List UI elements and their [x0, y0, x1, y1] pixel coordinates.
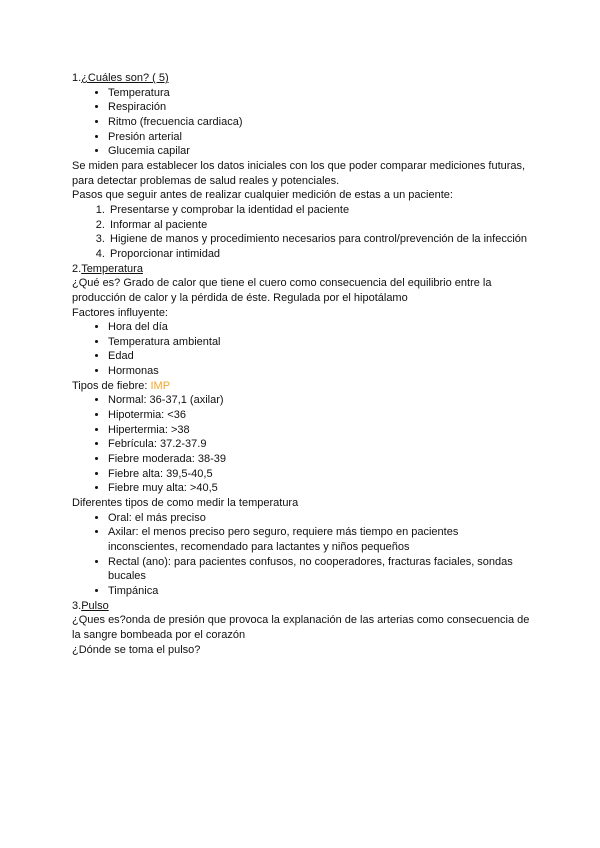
- list-item: • Presión arterial: [108, 130, 530, 145]
- list-item: • Fiebre muy alta: >40,5: [108, 481, 530, 496]
- list-item: • Edad: [108, 349, 530, 364]
- list-item: • Fiebre moderada: 38-39: [108, 452, 530, 467]
- definition: ¿Qué es? Grado de calor que tiene el cuero como consecuencia del equilibrio entre la producción de calor y la pérdida de éste. Regulada por el hipotálamo: [72, 277, 492, 304]
- vital-signs-list: [72, 86, 530, 159]
- methods-list: [72, 511, 530, 599]
- list-item: • Normal: 36-37,1 (axilar): [108, 393, 530, 408]
- document-page: [72, 71, 530, 657]
- list-item: • Hipotermia: <36: [108, 408, 530, 423]
- list-item: 2. Informar al paciente: [108, 218, 530, 233]
- fever-types-list: [72, 393, 530, 496]
- steps-list: [72, 203, 530, 262]
- steps-intro: Pasos que seguir antes de realizar cualquier medición de estas a un paciente:: [72, 189, 453, 202]
- list-item: • Fiebre alta: 39,5-40,5: [108, 467, 530, 482]
- section-3-title: Pulso: [81, 599, 109, 612]
- list-item: • Respiración: [108, 100, 530, 115]
- list-item: • Axilar: el menos preciso pero seguro, requiere más tiempo en pacientes inconscientes, recomendado para lactantes y niños pequeños: [108, 525, 530, 554]
- list-item: • Temperatura ambiental: [108, 335, 530, 350]
- list-item: • Hormonas: [108, 364, 530, 379]
- important-tag: IMP: [150, 379, 171, 392]
- factors-label: Factores influyente:: [72, 306, 168, 319]
- factors-list: [72, 320, 530, 379]
- list-item: • Oral: el más preciso: [108, 511, 530, 526]
- section-1-title: ¿Cuáles son? ( 5): [81, 72, 169, 84]
- section-2-title: Temperatura: [81, 262, 143, 275]
- list-item: • Ritmo (frecuencia cardiaca): [108, 115, 530, 130]
- list-item: • Hora del día: [108, 320, 530, 335]
- list-item: 1. Presentarse y comprobar la identidad el paciente: [108, 203, 530, 218]
- list-item: • Glucemia capilar: [108, 144, 530, 159]
- list-item: • Rectal (ano): para pacientes confusos, no cooperadores, fracturas faciales, sondas bucales: [108, 555, 530, 584]
- section-1-heading: 1.¿Cuáles son? ( 5): [72, 72, 169, 84]
- list-item: 4. Proporcionar intimidad: [108, 247, 530, 262]
- question: ¿Dónde se toma el pulso?: [72, 643, 201, 656]
- list-item: • Timpánica: [108, 584, 530, 599]
- section-2-heading: 2.Temperatura: [72, 262, 143, 275]
- list-item: 3. Higiene de manos y procedimiento necesarios para control/prevención de la infección: [108, 232, 530, 247]
- definition: ¿Ques es?onda de presión que provoca la explanación de las arterias como consecuencia de la sangre bombeada por el corazón: [72, 614, 530, 641]
- list-item: • Temperatura: [108, 86, 530, 101]
- fever-label: Tipos de fiebre: IMP: [72, 379, 171, 392]
- methods-label: Diferentes tipos de como medir la temperatura: [72, 497, 299, 510]
- list-item: • Hipertermia: >38: [108, 423, 530, 438]
- section-3-heading: 3.Pulso: [72, 599, 109, 612]
- list-item: • Febrícula: 37.2-37.9: [108, 437, 530, 452]
- paragraph: Se miden para establecer los datos iniciales con los que poder comparar mediciones futuras, para detectar problemas de salud reales y potenciales.: [72, 159, 526, 187]
